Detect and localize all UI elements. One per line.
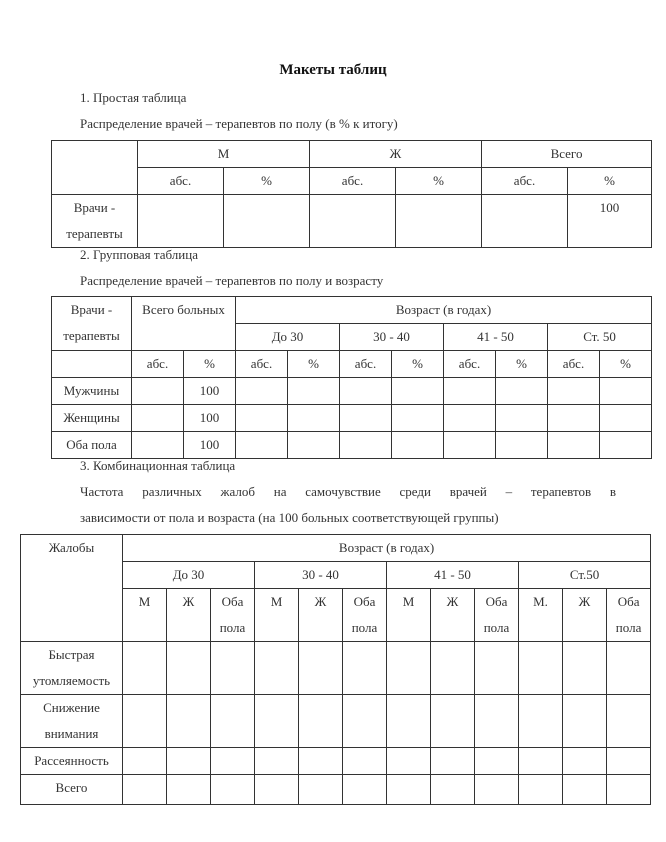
table-cell	[396, 195, 482, 248]
table-cell	[236, 432, 288, 459]
table-cell	[519, 695, 563, 748]
subheader: М	[255, 589, 299, 642]
section2-caption: Распределение врачей – терапевтов по полу и возрасту	[80, 273, 384, 288]
subheader: абс.	[236, 351, 288, 378]
table-cell	[167, 695, 211, 748]
table-cell	[496, 432, 548, 459]
row-label: Всего	[21, 775, 123, 805]
table-cell	[548, 432, 600, 459]
table-cell	[224, 195, 310, 248]
table-cell	[299, 775, 343, 805]
corner-cell	[52, 141, 138, 195]
subheader: Ж	[299, 589, 343, 642]
table-cell	[138, 195, 224, 248]
table-cell	[482, 195, 568, 248]
row-label: Женщины	[52, 405, 132, 432]
subheader: абс.	[482, 168, 568, 195]
corner-cell: Жалобы	[21, 535, 123, 642]
table-cell	[132, 378, 184, 405]
table-cell	[343, 695, 387, 748]
table-cell	[496, 405, 548, 432]
table-cell	[167, 775, 211, 805]
table-cell	[607, 695, 651, 748]
subheader: Оба пола	[343, 589, 387, 642]
subheader: %	[224, 168, 310, 195]
subheader: абс.	[340, 351, 392, 378]
table-cell	[299, 642, 343, 695]
row-label: Мужчины	[52, 378, 132, 405]
table-cell	[496, 378, 548, 405]
table-cell	[299, 748, 343, 775]
total-header: Всего больных	[132, 297, 236, 351]
table-cell	[211, 695, 255, 748]
subheader: М.	[519, 589, 563, 642]
table-cell	[340, 378, 392, 405]
age-group: До 30	[123, 562, 255, 589]
table-cell	[387, 695, 431, 748]
table-cell	[548, 405, 600, 432]
subheader: %	[288, 351, 340, 378]
subheader: абс.	[310, 168, 396, 195]
table-cell	[132, 432, 184, 459]
subheader: Ж	[431, 589, 475, 642]
table-cell	[340, 405, 392, 432]
table-cell	[519, 642, 563, 695]
section1-caption: Распределение врачей – терапевтов по полу (в % к итогу)	[80, 116, 398, 131]
table-cell	[392, 378, 444, 405]
table-cell: 100	[184, 432, 236, 459]
table-cell	[563, 748, 607, 775]
table-cell	[387, 748, 431, 775]
table-cell: 100	[184, 405, 236, 432]
table-cell	[600, 378, 652, 405]
section1-heading: 1. Простая таблица	[80, 90, 187, 105]
section3-caption-line1: Частота различных жалоб на самочувствие среди врачей – терапевтов в	[80, 484, 616, 499]
age-header: Возраст (в годах)	[123, 535, 651, 562]
table-cell	[563, 642, 607, 695]
subheader: М	[123, 589, 167, 642]
subheader: абс.	[132, 351, 184, 378]
table-cell	[343, 748, 387, 775]
row-label: Врачи - терапевты	[52, 195, 138, 248]
table-cell	[211, 748, 255, 775]
table-cell	[299, 695, 343, 748]
table-cell	[236, 405, 288, 432]
subheader: Ж	[563, 589, 607, 642]
subheader: %	[568, 168, 652, 195]
row-label: Рассеянность	[21, 748, 123, 775]
table-cell	[387, 642, 431, 695]
row-label: Снижение внимания	[21, 695, 123, 748]
table-cell	[431, 748, 475, 775]
table-cell	[444, 432, 496, 459]
table-cell	[431, 642, 475, 695]
table-cell	[519, 775, 563, 805]
section3-heading: 3. Комбинационная таблица	[80, 458, 236, 473]
section3-caption-line2: зависимости от пола и возраста (на 100 больных соответствующей группы)	[80, 510, 499, 525]
group-header: Всего	[482, 141, 652, 168]
subheader: абс.	[548, 351, 600, 378]
group-table	[51, 296, 652, 459]
table-cell	[343, 642, 387, 695]
table-cell: 100	[184, 378, 236, 405]
table-cell	[123, 748, 167, 775]
group-header: Ж	[310, 141, 482, 168]
subheader: Ж	[167, 589, 211, 642]
row-label: Оба пола	[52, 432, 132, 459]
table-cell	[387, 775, 431, 805]
subheader: абс.	[138, 168, 224, 195]
age-group: 30 - 40	[340, 324, 444, 351]
page-title: Макеты таблиц	[279, 62, 387, 78]
table-cell	[475, 642, 519, 695]
table-cell	[444, 378, 496, 405]
simple-table	[51, 140, 652, 248]
table-cell	[255, 775, 299, 805]
table-cell	[431, 695, 475, 748]
table-cell	[236, 378, 288, 405]
subheader: абс.	[444, 351, 496, 378]
row-label: Быстрая утомляемость	[21, 642, 123, 695]
corner-cell: Врачи - терапевты	[52, 297, 132, 351]
table-cell	[288, 378, 340, 405]
section2-heading: 2. Групповая таблица	[80, 247, 198, 262]
table-cell	[255, 748, 299, 775]
table-cell	[444, 405, 496, 432]
subheader: Оба пола	[211, 589, 255, 642]
table-cell	[563, 775, 607, 805]
table-cell	[392, 432, 444, 459]
table-cell: 100	[568, 195, 652, 248]
table-cell	[288, 432, 340, 459]
age-group: 30 - 40	[255, 562, 387, 589]
table-cell	[607, 642, 651, 695]
table-cell	[310, 195, 396, 248]
group-header: М	[138, 141, 310, 168]
subheader: %	[600, 351, 652, 378]
table-cell	[431, 775, 475, 805]
table-cell	[123, 642, 167, 695]
table-cell	[343, 775, 387, 805]
table-cell	[475, 775, 519, 805]
table-cell	[167, 642, 211, 695]
table-cell	[167, 748, 211, 775]
table-cell	[132, 405, 184, 432]
age-group: 41 - 50	[444, 324, 548, 351]
subheader: %	[496, 351, 548, 378]
table-cell	[600, 432, 652, 459]
subheader: Оба пола	[475, 589, 519, 642]
table-cell	[52, 351, 132, 378]
table-cell	[600, 405, 652, 432]
table-cell	[519, 748, 563, 775]
table-cell	[340, 432, 392, 459]
table-cell	[123, 775, 167, 805]
age-group: До 30	[236, 324, 340, 351]
subheader: Оба пола	[607, 589, 651, 642]
table-cell	[123, 695, 167, 748]
table-cell	[475, 748, 519, 775]
table-cell	[563, 695, 607, 748]
age-header: Возраст (в годах)	[236, 297, 652, 324]
subheader: М	[387, 589, 431, 642]
table-cell	[392, 405, 444, 432]
table-cell	[255, 695, 299, 748]
table-cell	[475, 695, 519, 748]
table-cell	[288, 405, 340, 432]
table-cell	[255, 642, 299, 695]
table-cell	[607, 748, 651, 775]
combination-table	[20, 534, 651, 805]
age-group: Ст. 50	[548, 324, 652, 351]
age-group: Ст.50	[519, 562, 651, 589]
table-cell	[607, 775, 651, 805]
table-cell	[211, 642, 255, 695]
subheader: %	[396, 168, 482, 195]
table-cell	[548, 378, 600, 405]
subheader: %	[392, 351, 444, 378]
subheader: %	[184, 351, 236, 378]
table-cell	[211, 775, 255, 805]
age-group: 41 - 50	[387, 562, 519, 589]
